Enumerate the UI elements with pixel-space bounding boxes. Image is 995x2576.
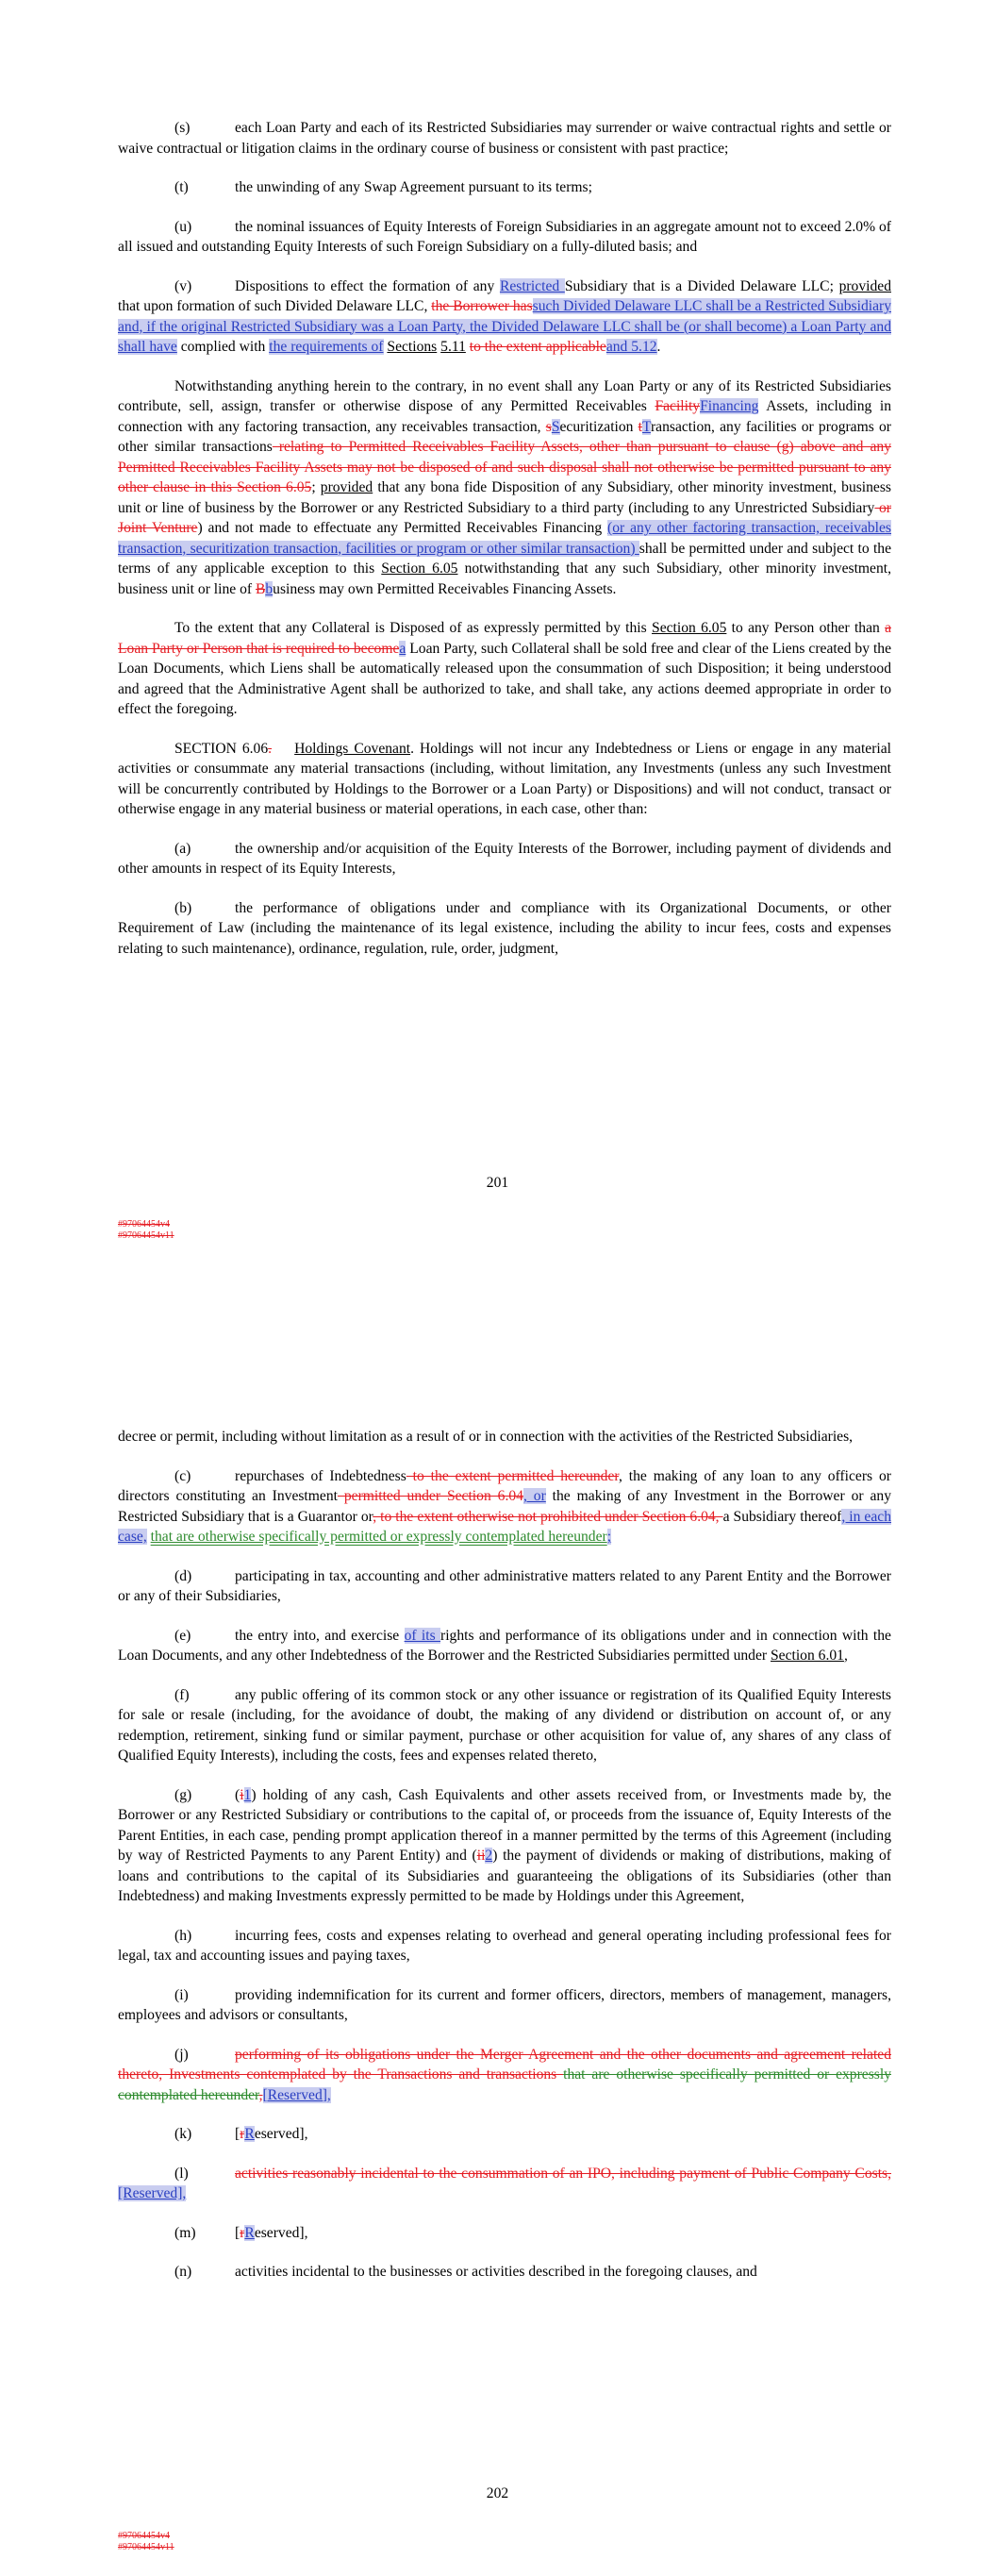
moved-text: that are otherwise specifically permitted or expressly contemplated hereunder	[118, 2066, 891, 2103]
text: ransaction, any facilities or programs or other similar transactions	[118, 418, 891, 455]
clause-label: (h)	[174, 1927, 192, 1944]
deletion: B	[255, 580, 266, 597]
clause-a	[118, 839, 891, 879]
page-number: 201	[486, 1175, 509, 1191]
insertion: of its	[404, 1627, 440, 1644]
clause-label: (m)	[174, 2224, 196, 2241]
page-202	[0, 1312, 995, 2576]
clause-label: (e)	[174, 1627, 191, 1644]
clause-m	[118, 2223, 891, 2244]
text: [	[235, 2126, 240, 2142]
page-number: 202	[486, 2485, 509, 2501]
text: eserved],	[254, 2224, 308, 2241]
text: the making of any Investment in the Borrower or any Restricted Subsidiary that is a Guarantor or	[118, 1488, 891, 1525]
clause-text: the ownership and/or acquisition of the Equity Interests of the Borrower, including payment of dividends and other amounts in respect of its Equity Interests,	[118, 840, 891, 877]
insertion: 1	[243, 1786, 252, 1803]
clause-f	[118, 1685, 891, 1766]
clause-text: the unwinding of any Swap Agreement pursuant to its terms;	[235, 179, 592, 195]
insertion: such Divided Delaware LLC shall be a Restricted Subsidiary and, if the original Restricted Subsidiary was a Loan Party, the Divided Delaware LLC shall be (or shall become) a Loan Party and shall have	[118, 298, 891, 355]
doc-id-footer	[118, 1219, 174, 1242]
text: ecuritization	[559, 418, 638, 435]
deletion: r	[240, 2224, 245, 2241]
text: ) the payment of dividends or making of distributions, making of loans and contributions to the capital of its Subsidiaries and guaranteeing the obligations of its Subsidiaries (other than Indebtedness) and making Investments expressly permitted to be made by Holdings under this Agreement,	[118, 1848, 891, 1904]
text: usiness may own Permitted Receivables Financing Assets.	[273, 580, 617, 597]
clause-label: (t)	[174, 179, 189, 195]
clause-label: (k)	[174, 2126, 192, 2142]
deletion: activities reasonably incidental to the consummation of an IPO, including payment of Public Company Costs,	[235, 2165, 891, 2182]
clause-e	[118, 1626, 891, 1666]
text: repurchases of Indebtedness	[235, 1467, 406, 1484]
deletion: or Joint Venture	[118, 499, 891, 536]
doc-id-new: #97064454v11	[118, 1230, 174, 1241]
clause-u	[118, 217, 891, 258]
text: Assets, including in connection with any factoring transaction, any receivables transaction,	[118, 398, 892, 435]
deletion: .	[268, 740, 273, 757]
text: that any bona fide Disposition of any Subsidiary, other minority investment, business unit or line of business by the Borrower or any Restricted Subsidiary to a third party (including to any Unrestricted Subsidiary	[118, 479, 891, 516]
section-heading: Holdings Covenant	[294, 740, 411, 757]
clause-j	[118, 2045, 891, 2106]
deletion: to the extent applicable	[469, 339, 606, 355]
text: Notwithstanding anything herein to the contrary, in no event shall any Loan Party or any of its Restricted Subsidiaries contribute, sell, assign, transfer or otherwise dispose of any Permitted Receivables	[118, 377, 891, 414]
text: complied with	[176, 339, 270, 355]
deletion: , to the extent otherwise not prohibited under Section 6.04,	[373, 1508, 723, 1525]
clause-label: (a)	[174, 840, 191, 857]
doc-id-old: #97064454v4	[118, 2531, 170, 2541]
insertion: R	[244, 2126, 255, 2142]
text: To the extent that any Collateral is Disposed of as expressly permitted by this	[174, 620, 653, 636]
clause-text: participating in tax, accounting and other administrative matters related to any Parent Entity and the Borrower or any of their Subsidiaries,	[118, 1567, 891, 1604]
text: . Holdings will not incur any Indebtedness or Liens or engage in any material activities or consummate any material transactions (including, without limitation, any Investments (unless any such Investment will be concurrently contributed by Holdings to the Borrower or a Loan Party) or Dispositions) and will not conduct, transact or otherwise engage in any material business or material operations, in each case, other than:	[118, 740, 892, 817]
deletion: a Loan Party or Person that is required to become	[118, 620, 892, 657]
clause-label: (n)	[174, 2264, 192, 2280]
text: that upon formation of such Divided Delaware LLC,	[118, 298, 432, 314]
clause-t	[118, 177, 891, 198]
text: ) holding of any cash, Cash Equivalents and other assets received from, or Investments made by, the Borrower or any Restricted Subsidiary or contributions to the capital of, or proceeds from the issuance of, Equity Interests of the Parent Entities, in each case, pending prompt application thereof in a manner permitted by the terms of this Agreement (including by way of Restricted Payments to any Parent Entity) and (	[118, 1786, 891, 1864]
insertion: Restricted	[499, 277, 565, 294]
section-ref: Sections	[387, 339, 438, 355]
insertion: [Reserved],	[262, 2086, 331, 2103]
clause-d	[118, 1566, 891, 1607]
deletion: performing of its obligations under the Merger Agreement and the other documents and agreement related thereto, Investments contemplated by the Transactions and transactions	[118, 2046, 891, 2083]
insertion: the requirements of	[269, 339, 384, 355]
text: the entry into, and exercise	[235, 1627, 405, 1644]
section-6-06	[118, 739, 891, 820]
text: ,	[843, 1648, 848, 1664]
insertion: ;	[606, 1529, 612, 1545]
text: , the making of any loan to any officers or directors constituting an Investment	[118, 1467, 891, 1504]
section-ref: Section 6.01	[771, 1648, 844, 1664]
clause-h	[118, 1926, 891, 1966]
defined-term: provided	[320, 479, 373, 495]
clause-c	[118, 1466, 891, 1547]
clause-text: providing indemnification for its current and former officers, directors, members of management, managers, employees and advisors or consultants,	[118, 1986, 891, 2023]
insertion: , in each case,	[118, 1508, 891, 1545]
deletion: s	[545, 418, 552, 435]
text: .	[656, 339, 661, 355]
page-201-body	[118, 118, 891, 959]
deletion: the Borrower has	[431, 298, 533, 314]
clause-i	[118, 1985, 891, 2026]
text: [	[235, 2224, 240, 2241]
text: eserved],	[254, 2126, 308, 2142]
text: (	[235, 1786, 240, 1803]
insertion: 2	[485, 1848, 493, 1864]
insertion: and 5.12	[605, 339, 657, 355]
notwithstanding-paragraph	[118, 376, 891, 600]
moved-text: that are otherwise specifically permitted or expressly contemplated hereunder	[150, 1529, 607, 1545]
clause-s	[118, 118, 891, 159]
insertion: , or	[522, 1488, 546, 1504]
clause-text: any public offering of its common stock or any other issuance or registration of its Qualified Equity Interests for sale or resale (including, for the avoidance of doubt, the making of any dividend or distribution on account of, or any redemption, retirement, sinking fund or similar payment, purchase or other acquisition for value of, any shares of any class of Qualified Equity Interests), including the costs, fees and expenses related thereto,	[118, 1686, 891, 1764]
insertion: R	[244, 2224, 255, 2241]
clause-label: (s)	[174, 120, 191, 136]
collateral-paragraph	[118, 618, 891, 720]
clause-label: (v)	[174, 277, 192, 294]
deletion: relating to Permitted Receivables Facility Assets, other than pursuant to clause (g) above and any Permitted Receivables Facility Assets may not be disposed of and such disposal shall not otherwise be permitted pursuant to any other clause in this Section 6.05	[118, 439, 891, 495]
gap	[272, 741, 294, 757]
clause-label: (g)	[174, 1786, 192, 1803]
clause-n	[118, 2262, 891, 2283]
clause-label: (l)	[174, 2165, 189, 2182]
clause-label: (u)	[174, 218, 192, 235]
clause-text: the performance of obligations under and compliance with its Organizational Documents, or other Requirement of Law (including the maintenance of its legal existence, including the ability to incur fees, costs and expenses relating to such maintenance), ordinance, regulation, rule, order, judgment,	[118, 899, 891, 957]
section-ref: Section 6.05	[381, 560, 458, 577]
insertion: [Reserved],	[118, 2185, 187, 2201]
text: to any Person other than	[726, 620, 886, 636]
deletion: ii	[476, 1848, 486, 1864]
deletion: to the extent permitted hereunder	[406, 1467, 619, 1484]
deletion: Facility	[655, 398, 701, 414]
clause-label: (b)	[174, 899, 192, 916]
insertion: (or any other factoring transaction, receivables transaction, securitization transaction, facilities or program or other similar transaction)	[118, 520, 892, 557]
defined-term: provided	[838, 277, 891, 294]
deletion: r	[240, 2126, 245, 2142]
text: a Subsidiary thereof	[722, 1508, 842, 1525]
section-label: SECTION 6.06	[174, 740, 269, 757]
deletion: ,	[258, 2086, 263, 2103]
clause-text: activities incidental to the businesses or activities described in the foregoing clauses, and	[235, 2264, 757, 2280]
clause-label: (i)	[174, 1986, 189, 2003]
text: rights and performance of its obligations under and in connection with the Loan Documents, and any other Indebtedness of the Borrower and the Restricted Subsidiaries permitted under	[118, 1627, 891, 1664]
text: ) and not made to effectuate any Permitted Receivables Financing	[197, 520, 608, 536]
insertion: T	[641, 418, 651, 435]
clause-label: (j)	[174, 2046, 189, 2063]
text: ;	[311, 479, 321, 495]
insertion: a	[399, 640, 406, 657]
insertion: b	[265, 580, 274, 597]
text: notwithstanding that any such Subsidiary, other minority investment, business unit or line of	[118, 560, 891, 597]
clause-k	[118, 2124, 891, 2145]
insertion: S	[551, 418, 560, 435]
clause-label: (f)	[174, 1686, 190, 1703]
deletion: i	[240, 1786, 244, 1803]
clause-text: the nominal issuances of Equity Interests of Foreign Subsidiaries in an aggregate amount not to exceed 2.0% of all issued and outstanding Equity Interests of such Foreign Subsidiary on a fully-diluted basis; and	[118, 218, 891, 255]
text: shall be permitted under and subject to the terms of any applicable exception to this	[118, 540, 891, 577]
clause-text: each Loan Party and each of its Restricted Subsidiaries may surrender or waive contractual rights and settle or waive contractual or litigation claims in the ordinary course of business or consistent with past practice;	[118, 120, 891, 157]
section-ref: 5.11	[440, 339, 466, 355]
clause-b	[118, 898, 891, 960]
deletion: permitted under Section 6.04	[337, 1488, 523, 1504]
clause-label: (d)	[174, 1567, 192, 1584]
doc-id-footer	[118, 2531, 174, 2553]
clause-l	[118, 2164, 891, 2204]
clause-g	[118, 1785, 891, 1907]
deletion: t	[638, 418, 642, 435]
text: Subsidiary that is a Divided Delaware LLC;	[564, 277, 839, 294]
clause-text: incurring fees, costs and expenses relating to overhead and general operating including professional fees for legal, tax and accounting issues and paying taxes,	[118, 1927, 891, 1964]
section-ref: Section 6.05	[652, 620, 727, 636]
text: Loan Party, such Collateral shall be sold free and clear of the Liens created by the Loan Documents, which Liens shall be automatically released upon the consummation of such Disposition; it being understood and agreed that the Administrative Agent shall be authorized to take, and shall take, any actions deemed appropriate in order to effect the foregoing.	[118, 640, 891, 717]
clause-label: (c)	[174, 1467, 191, 1484]
insertion: Financing	[700, 398, 759, 414]
continuation-text: decree or permit, including without limitation as a result of or in connection with the activities of the Restricted Subsidiaries,	[118, 1429, 854, 1445]
doc-id-old: #97064454v4	[118, 1219, 170, 1229]
doc-id-new: #97064454v11	[118, 2542, 174, 2552]
clause-v	[118, 276, 891, 358]
text: Dispositions to effect the formation of any	[235, 277, 500, 294]
page-202-body	[118, 1427, 891, 2283]
